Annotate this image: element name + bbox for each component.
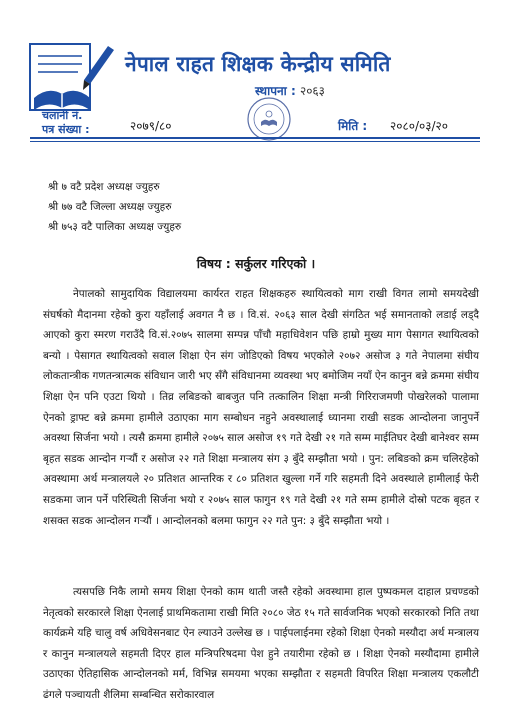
body-paragraph: नेपालको सामुदायिक विद्यालयमा कार्यरत राहत शिक्षकहरु स्थायित्वको माग राखी विगत लामो समयदेखी संघर्षको मैदानमा रहेको कुरा यहाँलाई अवगत नै छ । वि.सं. २०६३ साल देखी संगठित भई समानताको लडाई लड्दै आएको कुरा स्मरण गराउँदै वि.सं.२०७५ सालमा सम्पन्न पाँचौ महाधिवेशन पछि हाम्रो मुख्य माग पेसागत स्थायित्वको बन्यो । पेसागत स्थायित्वको सवाल शिक्षा ऐन संग जोडिएको विषय भएकोले २०७२ असोज ३ गते नेपालमा संघीय लोकतान्त्रीक गणतन्त्रात्मक संविधान जारी भए सँगै संविधानमा व्यवस्था भए बमोजिम नयाँ ऐन कानुन बन्ने क्रममा संघीय शिक्षा ऐन पनि एउटा थियो । तिव्र लबिङको बाबजुत पनि तत्कालिन शिक्षा मन्त्री गिरिराजमणी पोखरेलको पालामा ऐनको ड्राफ्ट बन्ने क्रममा हामीले उठाएका माग सम्बोधन नहुने अवस्थालाई ध्यानमा राखी सडक आन्दोलना जानुपर्ने अवस्था सिर्जना भयो । त्यसै क्रममा हामीले २०७५ साल असोज १९ गते देखी २१ गते सम्म माईतिघर देखी बानेश्वर सम्म बृहत सडक आन्दोन गर्‍यौं र असोज २२ गते शिक्षा मन्त्रालय संग ३ बुँदे सम्झौता भयो । पुन: लबिङको क्रम चलिरहेको अवस्थामा अर्थ मन्त्रालयले २० प्रतिशत आन्तरिक र ८० प्रतिशत खुल्ला गर्ने गरि सहमती दिने अवस्थाले हामीलाई फेरी सडकमा जान पर्ने परिस्थिती सिर्जना भयो र २०७५ साल फागुन १९ गते देखी २१ गते सम्म हामीले दोस्रो पटक बृहत र शसक्त सडक आन्दोलन गर्‍यौं । आन्दोलनको बलमा फागुन २२ गते पुन: ३ बुँदे सम्झौता भयो । (43, 288, 479, 527)
recipient-line: श्री ७५३ वटै पालिका अध्यक्ष ज्युहरु (48, 221, 182, 233)
body-paragraph: त्यसपछि निकै लामो समय शिक्षा ऐनको काम थाती जस्तै रहेको अवस्थामा हाल पुष्पकमल दाहाल प्रचण्डको नेतृत्वको सरकारले शिक्षा ऐनलाई प्राथमिकतामा राखी मिति २०८० जेठ १५ गते सार्वजनिक भएको सरकारको निति तथा कार्यक्रमे यहि चालु वर्ष अधिवेसनबाट ऐन ल्याउने उल्लेख छ । पाईपलाईनमा रहेको शिक्षा ऐनको मस्यौदा अर्थ मन्त्रालय र कानुन मन्त्रालयले सहमती दिएर हाल मन्त्रिपरिषदमा पेश हुने तयारीमा रहेको छ । शिक्षा ऐनको मस्यौदामा हामीले उठाएका ऐतिहासिक आन्दोलनको मर्म, विभिन्न समयमा भएका सम्झौता र सहमती विपरित शिक्षा मन्त्रालय एकलौटी ढंगले पञ्चायती शैलिमा सम्बन्धित सरोकारवाल (43, 586, 479, 701)
letter-reference-number: २०७९/८० (130, 119, 172, 133)
recipient-line: श्री ७७ वटै जिल्ला अध्यक्ष ज्युहरु (48, 201, 172, 213)
header-divider-thin (30, 141, 480, 142)
letter-date: २०८०/०३/२० (390, 119, 449, 133)
organization-seal-icon (246, 96, 292, 142)
organization-name: नेपाल राहत शिक्षक केन्द्रीय समिति (125, 52, 391, 76)
established-label: स्थापना : (255, 84, 296, 98)
date-label: मिति : (338, 119, 368, 133)
header-divider (30, 137, 480, 139)
recipient-line: श्री ७ वटै प्रदेश अध्यक्ष ज्युहरु (48, 181, 160, 193)
letter-number-label: पत्र संख्या : (42, 123, 90, 136)
letter-subject: विषय : सर्कुलर गरिएको । (196, 256, 316, 271)
book-and-pen-icon (28, 40, 116, 118)
established-year: २०६३ (299, 84, 325, 98)
dispatch-number-label: चलानी नं. (42, 109, 83, 122)
